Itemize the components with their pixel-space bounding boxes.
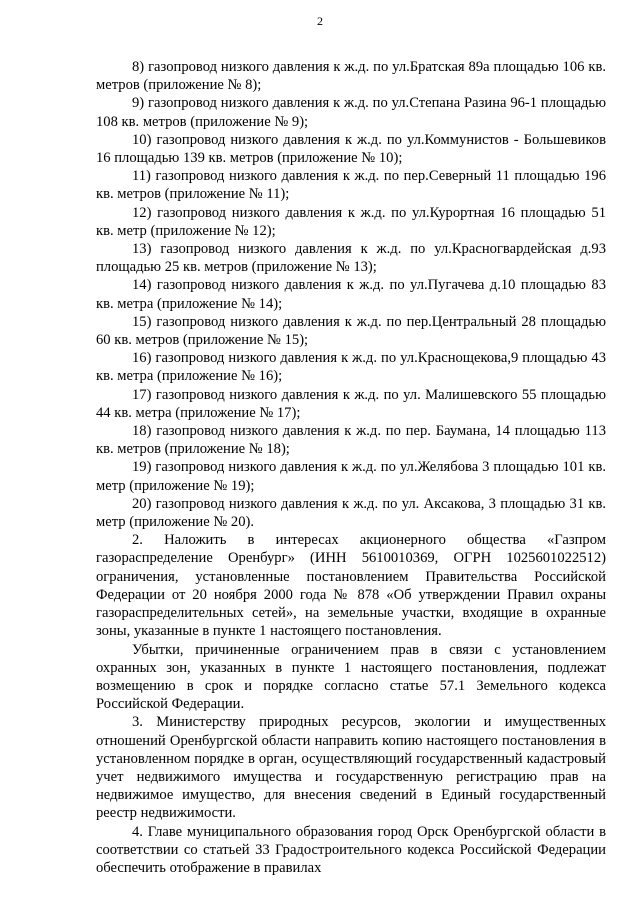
list-item-8: 8) газопровод низкого давления к ж.д. по ул.Братская 89а площадью 106 кв. метров (приложение № 8); xyxy=(96,59,606,94)
list-item-15: 15) газопровод низкого давления к ж.д. по пер.Центральный 28 площадью 60 кв. метров (приложение № 15); xyxy=(96,313,606,349)
list-item-11: 11) газопровод низкого давления к ж.д. по пер.Северный 11 площадью 196 кв. метров (приложение № 11); xyxy=(96,168,606,203)
list-item-12: 12) газопровод низкого давления к ж.д. по ул.Курортная 16 площадью 51 кв. метр (приложение № 12); xyxy=(96,204,606,239)
document-body xyxy=(96,58,606,877)
clause-3: 3. Министерству природных ресурсов, экологии и имущественных отношений Оренбургской области направить копию настоящего постановления в установленном порядке в орган, осуществляющий государственный кадастровый учет недвижимого имущества и государственную регистрацию прав на недвижимое имущество, для внесения сведений в Единый государственный реестр недвижимости. xyxy=(96,714,606,822)
list-item-16: 16) газопровод низкого давления к ж.д. по ул.Краснощекова,9 площадью 43 кв. метра (приложение № 16); xyxy=(96,350,606,385)
list-item-17: 17) газопровод низкого давления к ж.д. по ул. Малишевского 55 площадью 44 кв. метра (приложение № 17); xyxy=(96,386,606,421)
clause-2-damages: Убытки, причиненные ограничением прав в связи с установлением охранных зон, указанных в пункте 1 настоящего постановления, подлежат возмещению в срок и порядке согласно статье 57.1 Земельного кодекса Российской Федерации. xyxy=(96,641,606,713)
list-item-10: 10) газопровод низкого давления к ж.д. по ул.Коммунистов - Большевиков 16 площадью 139 кв. метров (приложение № 10); xyxy=(96,131,606,167)
list-item-18: 18) газопровод низкого давления к ж.д. по пер. Баумана, 14 площадью 113 кв. метров (приложение № 18); xyxy=(96,423,606,458)
list-item-9: 9) газопровод низкого давления к ж.д. по ул.Степана Разина 96-1 площадью 108 кв. метров (приложение № 9); xyxy=(96,95,606,130)
page-number: 2 xyxy=(317,14,323,28)
clause-4: 4. Главе муниципального образования город Орск Оренбургской области в соответствии со статьей 33 Градостроительного кодекса Российской Федерации обеспечить отображение в правилах xyxy=(96,823,606,876)
list-item-20: 20) газопровод низкого давления к ж.д. по ул. Аксакова, 3 площадью 31 кв. метр (приложение № 20). xyxy=(96,495,606,531)
list-item-19: 19) газопровод низкого давления к ж.д. по ул.Желябова 3 площадью 101 кв. метр (приложение № 19); xyxy=(96,459,606,494)
list-item-13: 13) газопровод низкого давления к ж.д. по ул.Красногвардейская д.93 площадью 25 кв. метров (приложение № 13); xyxy=(96,241,606,276)
clause-2: 2. Наложить в интересах акционерного общества «Газпром газораспределение Оренбург» (ИНН 5610010369, ОГРН 1025601022512) ограничения, установленные постановлением Правительства Российской Федерации от 20 ноября 2000 года № 878 «Об утверждении Правил охраны газораспределительных сетей», на земельные участки, входящие в охранные зоны, указанные в пункте 1 настоящего постановления. xyxy=(96,532,606,640)
list-item-14: 14) газопровод низкого давления к ж.д. по ул.Пугачева д.10 площадью 83 кв. метра (приложение № 14); xyxy=(96,277,606,312)
